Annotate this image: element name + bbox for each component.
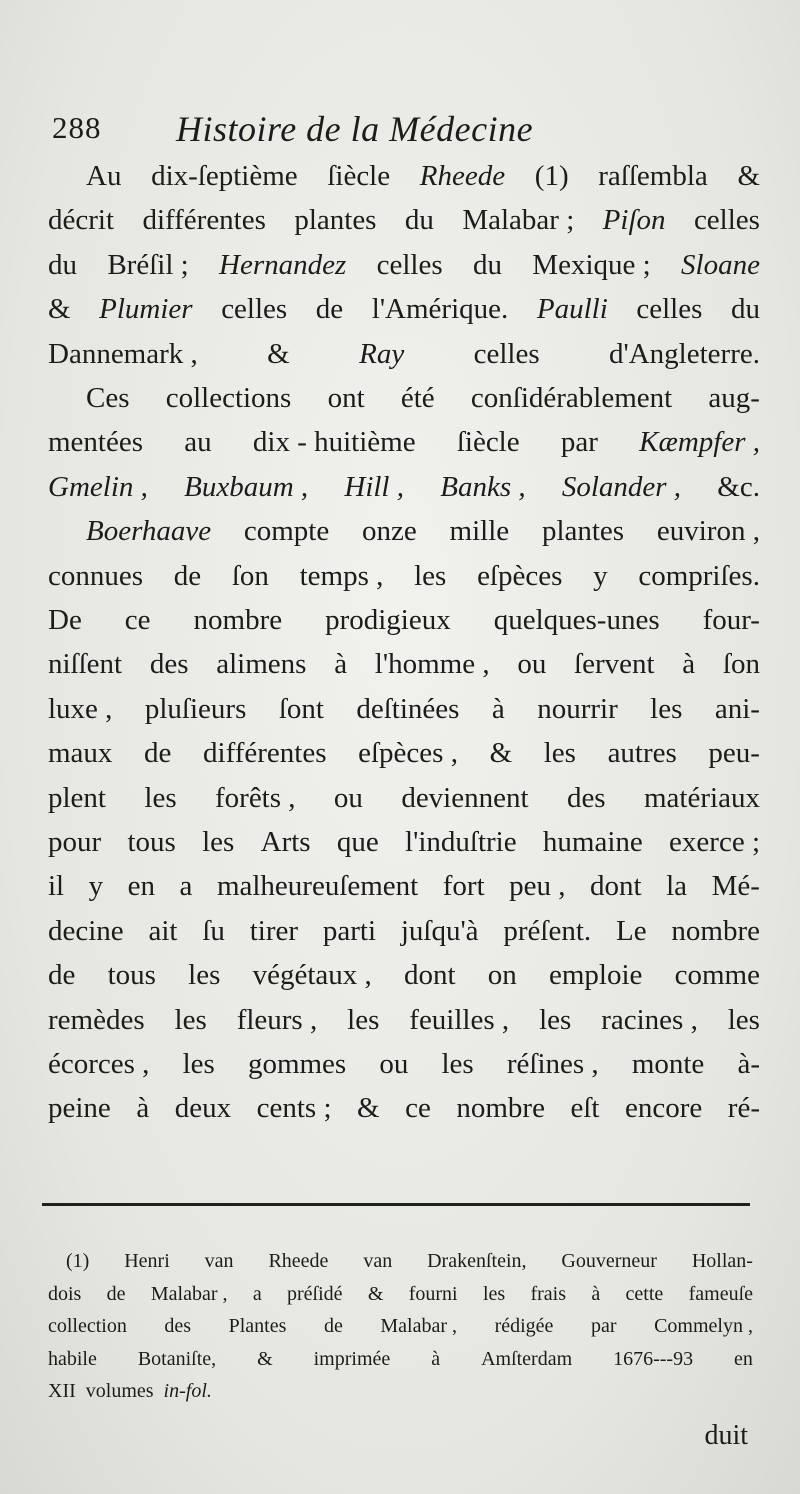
word: Bréſil ; — [107, 248, 189, 281]
word: ré- — [727, 1092, 760, 1125]
word: celles — [693, 204, 760, 237]
word: exerce ; — [669, 826, 760, 858]
word: pluſieurs — [144, 692, 247, 725]
word: malheureuſement — [216, 870, 419, 903]
word: & — [489, 737, 513, 770]
word: aug- — [708, 382, 760, 414]
word: dont — [590, 870, 642, 903]
word: dois — [48, 1282, 82, 1305]
word: Rheede — [419, 160, 506, 192]
word: plent — [48, 781, 106, 814]
word: humaine — [542, 826, 643, 858]
word: fourni — [408, 1282, 458, 1305]
word: au — [184, 426, 212, 459]
word: Mexique ; — [532, 248, 651, 281]
text-line — [48, 642, 760, 686]
word: nombre — [193, 604, 283, 636]
word: deux — [174, 1092, 232, 1125]
text-line — [48, 420, 760, 464]
word: Ces — [86, 382, 130, 414]
word: & — [737, 160, 760, 192]
word: feuilles , — [409, 1003, 510, 1036]
word: de — [48, 959, 76, 992]
word: forêts , — [215, 781, 296, 814]
word: les — [202, 826, 235, 858]
text-line — [48, 554, 760, 598]
word: les — [482, 1282, 506, 1305]
word: habile — [48, 1347, 97, 1370]
word: luxe , — [48, 692, 113, 725]
word: y — [593, 559, 608, 592]
word: ſu — [202, 914, 225, 947]
footnote-line — [66, 1246, 753, 1276]
text-line — [48, 731, 760, 775]
word: niſſent — [48, 648, 123, 681]
word: Malabar , — [150, 1282, 228, 1305]
word: mentées — [48, 426, 144, 459]
word: Dannemark , — [48, 337, 198, 370]
word: ſervent — [574, 648, 655, 681]
word: Hollan- — [691, 1250, 753, 1272]
word: rédigée — [494, 1315, 554, 1337]
word: Plantes — [228, 1315, 287, 1337]
word: van — [204, 1250, 234, 1272]
text-line — [86, 154, 760, 198]
word: & — [367, 1282, 384, 1305]
word: cents ; — [256, 1092, 332, 1125]
word: Commelyn , — [654, 1315, 753, 1337]
word: Amſterdam — [481, 1347, 573, 1370]
word: les — [414, 559, 447, 592]
word: gommes — [247, 1048, 347, 1080]
word: & — [267, 337, 290, 370]
word: il — [48, 870, 65, 903]
word: Sloane — [681, 248, 760, 281]
text-line — [48, 1042, 760, 1086]
word: Buxbaum , — [184, 470, 309, 503]
text-line — [48, 953, 760, 997]
word: monte — [631, 1048, 705, 1080]
text-line — [48, 198, 760, 242]
word: Paulli — [536, 293, 608, 326]
footnote-line — [48, 1344, 753, 1374]
word: maux — [48, 737, 113, 770]
word: matériaux — [644, 781, 760, 814]
word: de — [173, 559, 202, 592]
word: celles — [636, 293, 703, 326]
word: & — [357, 1092, 380, 1125]
word: Banks , — [440, 470, 526, 503]
footnote-line — [48, 1311, 753, 1341]
word: les — [182, 1048, 215, 1080]
word: ce — [124, 604, 151, 636]
word: dix - huitième — [252, 426, 416, 459]
word: à — [431, 1347, 441, 1370]
word: par — [590, 1315, 617, 1337]
word: van — [363, 1250, 393, 1272]
word: Mé- — [711, 870, 760, 903]
word: eſpèces , — [358, 737, 458, 770]
word: (1) — [534, 160, 569, 192]
word: tous — [107, 959, 156, 992]
word: préſidé — [287, 1282, 343, 1305]
word: emploie — [548, 959, 643, 992]
word: plantes — [294, 204, 377, 237]
text-line — [48, 243, 760, 287]
running-title: Histoire de la Médecine — [176, 109, 534, 149]
word: des — [164, 1315, 192, 1337]
word: en — [734, 1347, 753, 1370]
word: les — [144, 781, 177, 814]
word: alimens — [216, 648, 307, 681]
word: l'induſtrie — [405, 826, 517, 858]
word: tous — [127, 826, 176, 858]
word: De — [48, 604, 82, 636]
text-line — [86, 376, 760, 420]
word: collections — [165, 382, 292, 414]
word: juſqu'à — [400, 914, 479, 947]
word: four- — [702, 604, 760, 636]
word: Plumier — [99, 293, 193, 326]
word: in-fol. — [163, 1380, 212, 1402]
word: ſon — [231, 559, 269, 592]
word: à — [136, 1092, 150, 1125]
word: Henri — [124, 1250, 170, 1272]
word: Le — [615, 914, 647, 947]
word: Drakenſtein, — [427, 1250, 527, 1272]
word: fort — [442, 870, 485, 903]
word: nourrir — [537, 692, 618, 725]
word: ce — [405, 1092, 431, 1125]
word: Hernandez — [219, 248, 347, 281]
word: deſtinées — [356, 692, 460, 725]
word: tirer — [249, 914, 299, 947]
word: la — [666, 870, 688, 903]
word: euviron , — [656, 515, 760, 548]
word: a — [252, 1282, 262, 1305]
word: Solander , — [561, 470, 682, 503]
word: les — [543, 737, 576, 770]
word: ſont — [278, 692, 324, 725]
word: XII — [48, 1380, 76, 1402]
catchword: duit — [704, 1420, 748, 1451]
word: Au — [86, 160, 122, 192]
word: on — [487, 959, 517, 992]
word: nombre — [671, 914, 760, 947]
word: différentes — [203, 737, 327, 770]
word: Gouverneur — [561, 1250, 657, 1272]
word: remèdes — [48, 1003, 145, 1036]
word: Gmelin , — [48, 470, 148, 503]
text-line — [48, 332, 760, 376]
word: ou — [379, 1048, 409, 1080]
word: plantes — [541, 515, 625, 548]
word: ou — [517, 648, 547, 681]
word: pour — [48, 826, 102, 858]
word: en — [127, 870, 156, 903]
word: mille — [449, 515, 510, 548]
word: Boerhaave — [86, 515, 212, 548]
word: a — [179, 870, 193, 903]
word: par — [560, 426, 598, 459]
word: eſpèces — [477, 559, 563, 592]
word: Arts — [260, 826, 311, 858]
word: du — [730, 293, 760, 326]
page-header — [52, 108, 772, 156]
word: parti — [322, 914, 377, 947]
footnote-rule — [42, 1203, 750, 1206]
word: les — [650, 692, 683, 725]
word: raſſembla — [598, 160, 708, 192]
word: 1676---93 — [613, 1347, 694, 1370]
word: Botaniſte, — [137, 1347, 217, 1370]
text-line — [86, 509, 760, 553]
text-line — [48, 998, 760, 1042]
word: quelques-unes — [493, 604, 660, 636]
word: que — [336, 826, 379, 858]
word: végétaux , — [252, 959, 372, 992]
word: frais — [530, 1282, 567, 1305]
footnote-line — [48, 1279, 753, 1309]
word: l'Amérique. — [371, 293, 509, 326]
text-line — [48, 287, 760, 331]
word: ſiècle — [456, 426, 520, 459]
word: (1) — [66, 1250, 90, 1272]
word: encore — [625, 1092, 703, 1125]
word: ſon — [722, 648, 760, 681]
word: celles — [376, 248, 443, 281]
word: du — [472, 248, 502, 281]
text-line — [48, 820, 760, 864]
word: onze — [362, 515, 417, 548]
word: de — [315, 293, 344, 326]
word: d'Angleterre. — [609, 337, 760, 370]
word: réſines , — [506, 1048, 599, 1080]
word: ſiècle — [327, 160, 391, 192]
word: connues — [48, 559, 144, 592]
word: Kæmpfer , — [639, 426, 760, 459]
word: imprimée — [313, 1347, 391, 1370]
word: des — [149, 648, 189, 681]
text-line — [48, 687, 760, 731]
word: les — [174, 1003, 207, 1036]
word: dix-ſeptième — [151, 160, 298, 192]
text-line — [48, 1086, 760, 1130]
text-line — [48, 598, 760, 642]
word: l'homme , — [374, 648, 490, 681]
word: écorces , — [48, 1048, 150, 1080]
word: ou — [333, 781, 363, 814]
word: & — [257, 1347, 273, 1370]
word: eſt — [570, 1092, 600, 1125]
word: fameuſe — [688, 1282, 753, 1305]
word: du — [404, 204, 434, 237]
word: decine — [48, 914, 124, 947]
word: temps , — [299, 559, 384, 592]
word: ont — [327, 382, 365, 414]
word: & — [48, 293, 71, 326]
word: préſent. — [503, 914, 592, 947]
word: Ray — [359, 337, 405, 370]
word: ait — [148, 914, 178, 947]
word: de — [323, 1315, 343, 1337]
word: Hill , — [344, 470, 404, 503]
word: à — [334, 648, 348, 681]
word: ani- — [714, 692, 760, 725]
word: à- — [737, 1048, 760, 1080]
word: deviennent — [401, 781, 529, 814]
text-line — [48, 909, 760, 953]
word: décrit — [48, 204, 115, 237]
word: y — [88, 870, 104, 903]
word: peu- — [708, 737, 760, 770]
text-line — [48, 465, 760, 509]
page-number: 288 — [52, 110, 102, 145]
word: les — [441, 1048, 474, 1080]
word: collection — [48, 1315, 127, 1337]
word: à — [491, 692, 505, 725]
text-line — [48, 864, 760, 908]
word: peine — [48, 1092, 111, 1125]
word: nombre — [456, 1092, 545, 1125]
word: Piſon — [602, 204, 666, 237]
word: de — [144, 737, 172, 770]
word: fleurs , — [236, 1003, 318, 1036]
word: celles — [221, 293, 288, 326]
text-line — [48, 776, 760, 820]
word: les — [539, 1003, 572, 1036]
word: cette — [625, 1282, 664, 1305]
word: autres — [607, 737, 677, 770]
word: à — [591, 1282, 601, 1305]
word: des — [566, 781, 606, 814]
word: celles — [473, 337, 540, 370]
word: les — [347, 1003, 380, 1036]
word: prodigieux — [325, 604, 451, 636]
footnote-line — [48, 1376, 753, 1406]
word: compriſes. — [638, 559, 760, 592]
word: du — [48, 248, 77, 281]
word: conſidérablement — [470, 382, 673, 414]
word: Malabar , — [380, 1315, 458, 1337]
word: différentes — [142, 204, 266, 237]
word: de — [106, 1282, 126, 1305]
word: racines , — [601, 1003, 698, 1036]
word: peu , — [509, 870, 566, 903]
word: volumes — [85, 1380, 154, 1402]
word: les — [188, 959, 221, 992]
word: été — [400, 382, 435, 414]
word: &c. — [717, 470, 760, 503]
word: dont — [403, 959, 456, 992]
word: compte — [243, 515, 330, 548]
word: les — [727, 1003, 760, 1036]
word: Rheede — [268, 1250, 329, 1272]
word: comme — [674, 959, 760, 992]
word: à — [682, 648, 696, 681]
word: Malabar ; — [462, 204, 575, 237]
